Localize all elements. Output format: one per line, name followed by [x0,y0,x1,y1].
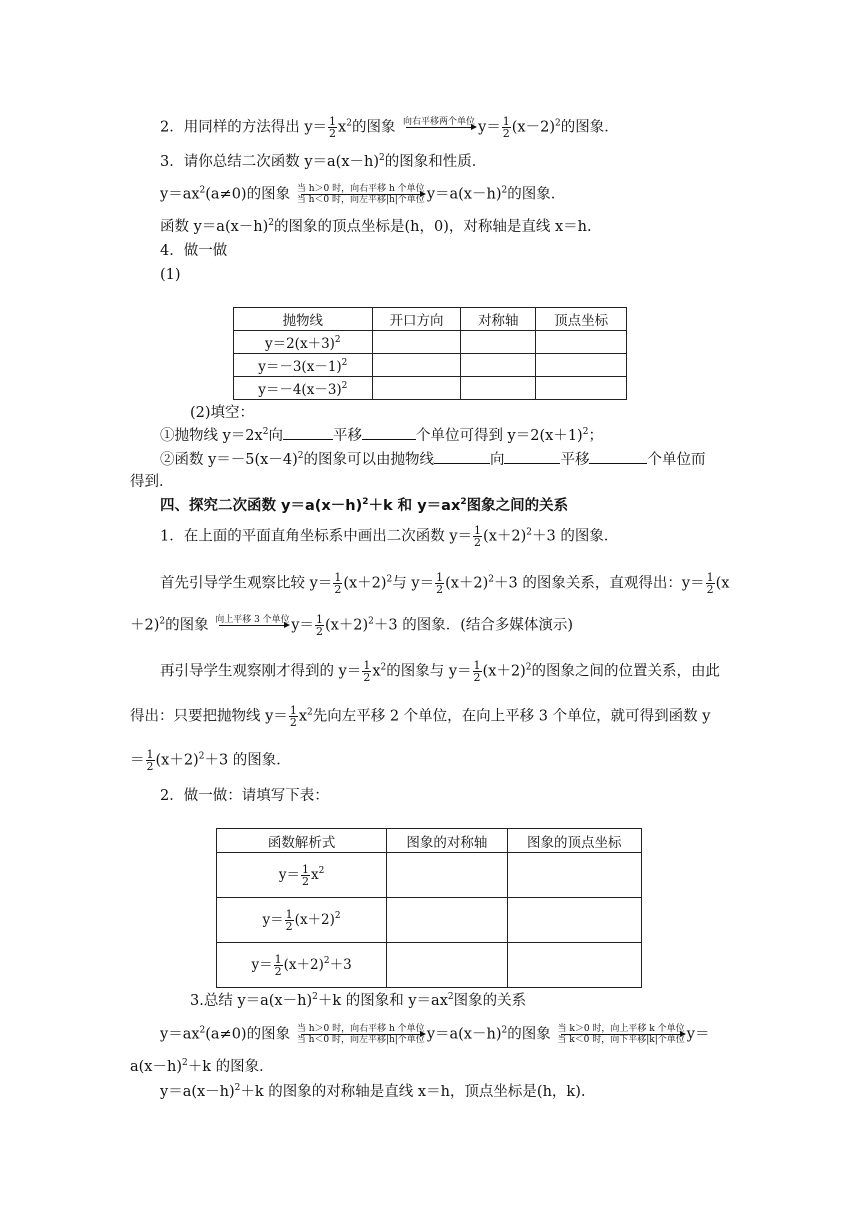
fraction: $\frac{1}{2}$ [329,115,337,140]
parabola-table [233,307,627,400]
translation-arrow: 向右平移两个单位 [403,117,476,127]
answer-cell[interactable] [387,853,507,898]
fill-in-label: (2)填空： [190,405,255,421]
text: 2．用同样的方法得出 y＝ [160,119,328,136]
fraction: $\frac{1}{2}$ [502,115,510,140]
step-3-transform: $y=ax^2(a\ne 0)$的图象 当 h＞0 时，向右平移 h 个单位 当 h＜0 时，向左平移|h|个单位 $y=a(x-h)^2$的图象． [160,184,566,205]
table-row: $y=-3(x-1)^2$ [234,354,627,377]
answer-cell[interactable] [536,377,627,400]
answer-cell[interactable] [372,354,461,377]
answer-cell[interactable] [387,943,507,988]
paragraph-1: 1．在上面的平面直角坐标系中画出二次函数 y＝ $\frac{1}{2}$ $(x+2)^2+3$ 的图象． [160,524,619,549]
function-table [216,828,642,988]
answer-cell[interactable] [461,354,536,377]
fill-question-2-end: 得到． [130,474,174,490]
answer-cell[interactable] [536,354,627,377]
step-4-title: 4．做一做 [160,243,228,259]
paragraph-3-line-2: 得出：只要把抛物线 y＝ $\frac{1}{2}$ $x^2$先向左平移 2 个单位，在向上平移 3 个单位，就可得到函数 y [130,704,711,729]
translation-arrow: 向上平移 3 个单位 [215,615,290,625]
answer-blank[interactable] [434,449,490,464]
summary-transform: $y=ax^2(a\ne 0)$的图象 当 h＞0 时，向右平移 h 个单位 当 h＜0 时，向左平移|h|个单位 $y=a(x-h)^2$的图象 当 k＞0 时，向上平移 k 个单位 当 k＜0 时，向下平移|k|个单位 y＝ [160,1024,710,1045]
table-header: 抛物线 [234,308,373,331]
answer-blank[interactable] [283,425,333,440]
table-row: $y=-4(x-3)^2$ [234,377,627,400]
answer-blank[interactable] [362,425,416,440]
table-row: y＝ $\frac{1}{2}$ $(x+2)^2+3$ [217,943,642,988]
table-header: 开口方向 [372,308,461,331]
sub-question-1: (1) [160,267,181,283]
summary-statement: $y=a(x-h)^2+k$ 的图象的对称轴是直线 x＝h，顶点坐标是(h，k). [160,1083,586,1100]
translation-arrow: 当 h＞0 时，向右平移 h 个单位 当 h＜0 时，向左平移|h|个单位 [296,1024,425,1045]
paragraph-3-line-3: ＝ $\frac{1}{2}$ $(x+2)^2+3$ 的图象． [130,748,291,773]
table-row: y＝ $\frac{1}{2}$ $(x+2)^2$ [217,898,642,943]
answer-cell[interactable] [372,377,461,400]
table-header: 图象的对称轴 [387,829,507,853]
table-row: $y=2(x+3)^2$ [234,331,627,354]
translation-arrow: 当 h＞0 时，向右平移 h 个单位 当 h＜0 时，向左平移|h|个单位 [296,184,425,205]
paragraph-2-line-2: ＋2)$^2$的图象 向上平移 3 个单位 y＝ $\frac{1}{2}$ $(x+2)^2+3$ 的图象．(结合多媒体演示) [130,613,574,638]
answer-cell[interactable] [507,898,641,943]
paragraph-4: 2．做一做：请填写下表： [160,788,329,804]
answer-cell[interactable] [507,943,641,988]
answer-blank[interactable] [589,449,647,464]
table-header: 对称轴 [461,308,536,331]
translation-arrow: 当 k＞0 时，向上平移 k 个单位 当 k＜0 时，向下平移|k|个单位 [557,1024,685,1045]
summary-title: 3.总结 $y=a(x-h)^2+k$ 的图象和 $y=ax^2$图象的关系 [190,992,527,1009]
table-header: 图象的顶点坐标 [507,829,641,853]
answer-cell[interactable] [461,331,536,354]
step-3-line: 3．请你总结二次函数 $y=a(x-h)^2$的图象和性质． [160,153,487,170]
answer-cell[interactable] [372,331,461,354]
paragraph-2-line-1: 首先引导学生观察比较 y＝ $\frac{1}{2}$ $(x+2)^2$与 y＝ $\frac{1}{2}$ $(x+2)^2+3$ 的图象关系，直观得出：y＝ $\frac{1}{2}$ (x [160,571,730,596]
answer-cell[interactable] [536,331,627,354]
answer-cell[interactable] [387,898,507,943]
fill-question-2: ②函数 $y=-5(x-4)^2$的图象可以由抛物线 向 平移 个单位而 [160,451,706,468]
section-4-heading: 四、探究二次函数 $y=a(x-h)^2+k$ 和 $y=ax^2$图象之间的关系 [160,497,569,514]
paragraph-3-line-1: 再引导学生观察刚才得到的 y＝ $\frac{1}{2}$ $x^2$的图象与 y＝ $\frac{1}{2}$ $(x+2)^2$的图象之间的位置关系，由此 [160,659,720,684]
table-header: 顶点坐标 [536,308,627,331]
answer-blank[interactable] [504,449,560,464]
vertex-statement: 函数 $y=a(x-h)^2$的图象的顶点坐标是(h，0)，对称轴是直线 x＝h. [160,218,592,235]
table-row: y＝ $\frac{1}{2}$ $x^2$ [217,853,642,898]
summary-transform-end: $a(x-h)^2+k$ 的图象． [130,1058,274,1075]
table-header: 函数解析式 [217,829,387,853]
answer-cell[interactable] [507,853,641,898]
fill-question-1: ①抛物线 $y=2x^2$向 平移 个单位可得到 $y=2(x+1)^2$； [160,427,603,444]
step-2-line: 2．用同样的方法得出 y＝ $\frac{1}{2}$ $x^2$的图象 向右平移两个单位 y＝ $\frac{1}{2}$ $(x-2)^2$的图象． [160,115,619,140]
answer-cell[interactable] [461,377,536,400]
